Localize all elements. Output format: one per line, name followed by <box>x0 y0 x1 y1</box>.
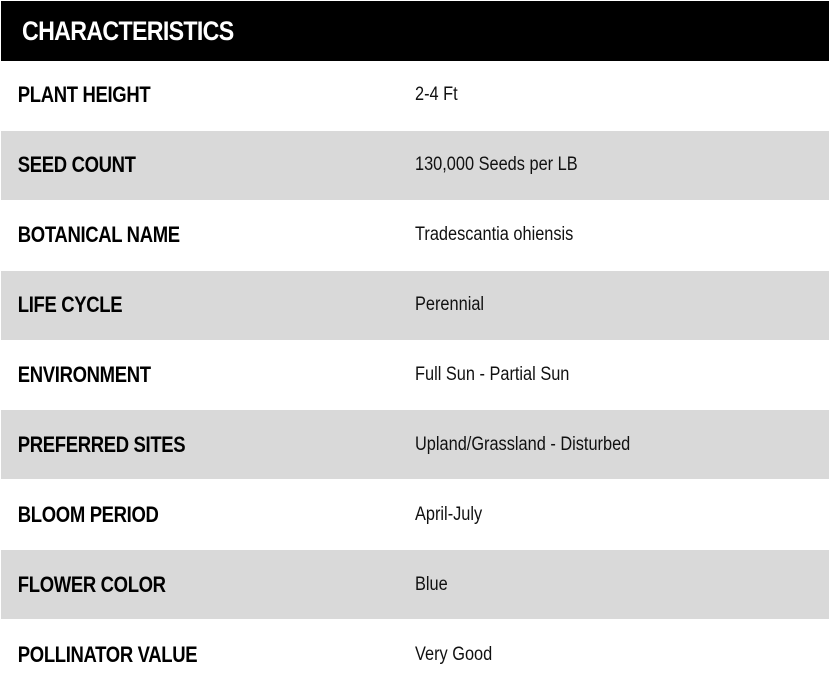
row-value: Full Sun - Partial Sun <box>415 364 570 385</box>
row-value: 130,000 Seeds per LB <box>415 154 578 176</box>
row-label: SEED COUNT <box>17 152 136 178</box>
row-value: Perennial <box>415 294 485 316</box>
row-value: Very Good <box>415 643 493 665</box>
row-seed-count <box>1 131 829 201</box>
row-botanical-name <box>1 201 829 271</box>
row-preferred-sites <box>1 410 829 480</box>
row-environment <box>1 341 829 411</box>
row-flower-color <box>1 550 829 620</box>
row-label: ENVIRONMENT <box>17 362 151 387</box>
row-value: Upland/Grassland - Disturbed <box>415 433 631 455</box>
row-label: PREFERRED SITES <box>17 431 186 457</box>
row-pollinator-value <box>1 620 829 690</box>
row-label: POLLINATOR VALUE <box>17 641 198 667</box>
row-label: PLANT HEIGHT <box>17 82 151 108</box>
row-label: BOTANICAL NAME <box>17 222 180 248</box>
characteristics-table <box>1 61 829 690</box>
row-value: April-July <box>415 503 483 525</box>
row-value: Blue <box>415 573 448 595</box>
row-value: 2-4 Ft <box>415 84 458 106</box>
row-life-cycle <box>1 271 829 341</box>
row-plant-height <box>1 61 829 131</box>
row-value: Tradescantia ohiensis <box>415 224 574 246</box>
row-label: LIFE CYCLE <box>17 292 123 318</box>
row-bloom-period <box>1 480 829 550</box>
header-title: CHARACTERISTICS <box>22 15 234 46</box>
row-label: BLOOM PERIOD <box>17 501 159 527</box>
characteristics-panel <box>0 1 832 690</box>
characteristics-header <box>1 1 829 61</box>
row-label: FLOWER COLOR <box>17 571 166 597</box>
